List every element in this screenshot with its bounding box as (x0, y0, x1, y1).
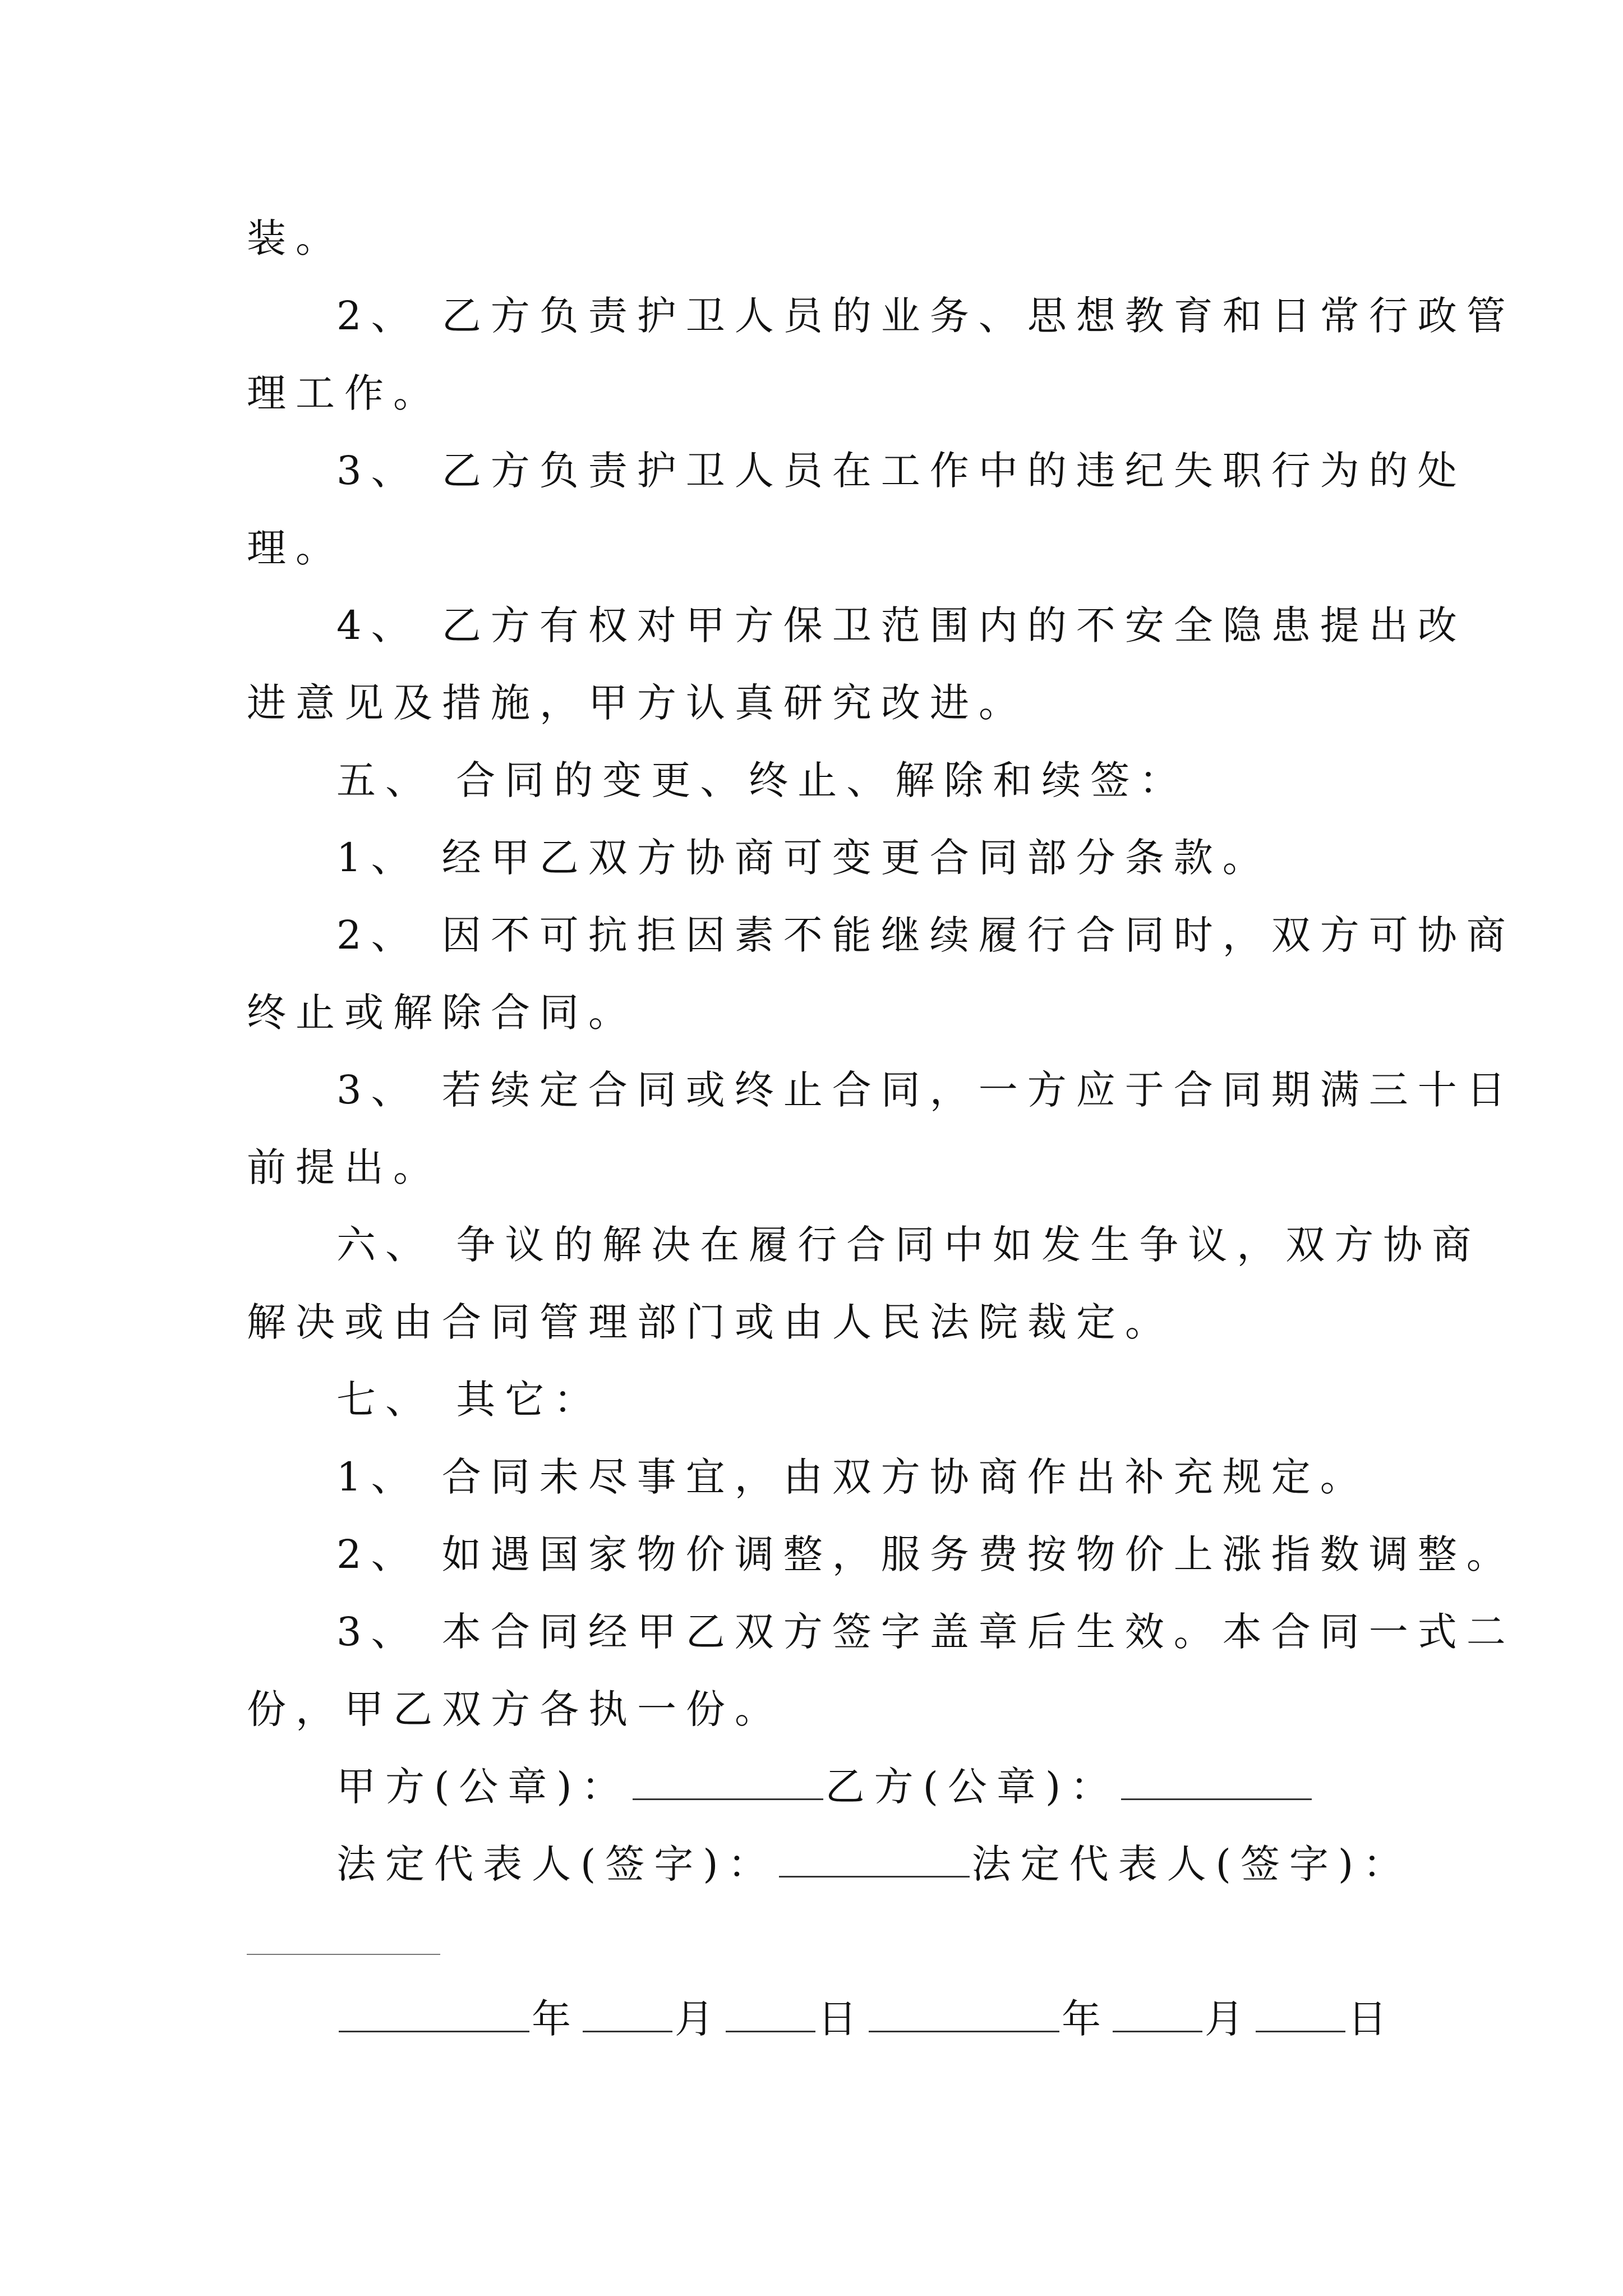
day-label: 日 (818, 1996, 866, 2042)
party-b-seal-label: 乙方(公章)： (825, 1764, 1119, 1810)
party-b-day-blank (1256, 1994, 1345, 2032)
body-line: 2、 因不可抗拒因素不能继续履行合同时，双方可协商 (336, 912, 1515, 958)
body-line: 2、 乙方负责护卫人员的业务、思想教育和日常行政管 (336, 293, 1515, 339)
section-heading: 六、 争议的解决在履行合同中如发生争议，双方协商 (336, 1222, 1481, 1268)
body-line: 份，甲乙双方各执一份。 (247, 1686, 783, 1732)
body-line: 1、 合同未尽事宜，由双方协商作出补充规定。 (336, 1454, 1369, 1500)
section-heading: 五、 合同的变更、终止、解除和续签： (336, 757, 1188, 803)
body-line: 终止或解除合同。 (247, 990, 637, 1036)
party-b-rep-blank (247, 1954, 440, 1955)
body-line: 2、 如遇国家物价调整，服务费按物价上涨指数调整。 (336, 1531, 1515, 1577)
body-line: 3、 本合同经甲乙双方签字盖章后生效。本合同一式二 (336, 1609, 1515, 1655)
year-label: 年 (1062, 1996, 1110, 2042)
body-line: 理工作。 (247, 370, 442, 416)
party-a-seal-label: 甲方(公章)： (336, 1764, 630, 1810)
body-line: 4、 乙方有权对甲方保卫范围内的不安全隐患提出改 (336, 602, 1467, 648)
party-a-seal-blank (633, 1761, 823, 1800)
body-line: 3、 若续定合同或终止合同，一方应于合同期满三十日 (336, 1067, 1515, 1113)
party-a-rep-blank (779, 1839, 970, 1878)
party-a-day-blank (726, 1994, 815, 2032)
body-line: 1、 经甲乙双方协商可变更合同部分条款。 (336, 835, 1271, 881)
party-a-year-blank (339, 1994, 529, 2032)
party-b-seal-blank (1121, 1761, 1312, 1800)
party-b-rep-label: 法定代表人(签字)： (971, 1841, 1412, 1887)
month-label: 月 (1205, 1996, 1253, 2042)
section-heading: 七、 其它： (336, 1377, 603, 1423)
party-a-month-blank (583, 1994, 672, 2032)
body-line: 解决或由合同管理部门或由人民法院裁定。 (247, 1299, 1174, 1345)
day-label: 日 (1348, 1996, 1396, 2042)
body-line: 3、 乙方负责护卫人员在工作中的违纪失职行为的处 (336, 448, 1467, 494)
body-line: 前提出。 (247, 1144, 442, 1190)
party-b-month-blank (1113, 1994, 1202, 2032)
party-b-year-blank (869, 1994, 1059, 2032)
party-a-rep-label: 法定代表人(签字)： (336, 1841, 777, 1887)
year-label: 年 (532, 1996, 580, 2042)
body-line: 装。 (247, 215, 344, 261)
representative-line (336, 1839, 1412, 1889)
body-line: 理。 (247, 525, 344, 571)
month-label: 月 (675, 1996, 723, 2042)
body-line: 进意见及措施，甲方认真研究改进。 (247, 680, 1027, 726)
seal-line (336, 1761, 1314, 1812)
date-line (336, 1994, 1396, 2044)
